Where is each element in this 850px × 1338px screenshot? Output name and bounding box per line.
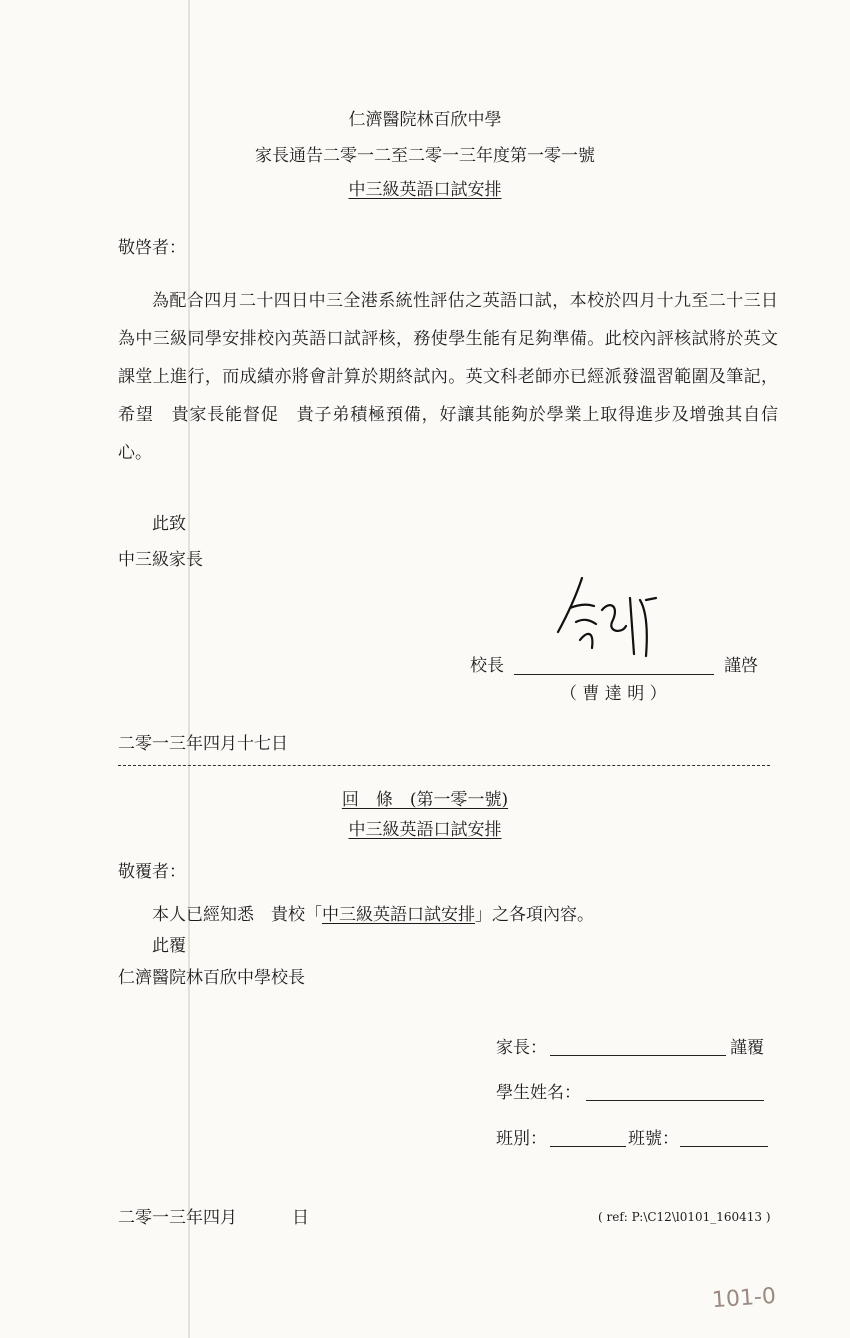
salutation: 敬啓者： <box>118 238 186 258</box>
reply-salutation: 敬覆者： <box>118 862 186 882</box>
notice-subject: 中三級英語口試安排 <box>348 180 502 200</box>
handwritten-mark: 101-0 <box>711 1283 777 1314</box>
notice-number: 家長通告二零一二至二零一三年度第一零一號 <box>255 146 595 166</box>
tear-off-line <box>118 765 770 766</box>
reply-slip-title: 回 條 (第一零一號) <box>341 790 509 810</box>
ack-subject: 中三級英語口試安排 <box>322 905 475 925</box>
letter-body: 為配合四月二十四日中三全港系統性評估之英語口試，本校於四月十九至二十三日為中三級同學安排校內英語口試評核，務使學生能有足夠準備。此校內評核試將於英文課堂上進行，而成績亦將會計算於期終試內。英文科老師亦已經派發溫習範圍及筆記，希望 貴家長能督促 貴子弟積極預備，好讓其能夠於學業上取得進步及增強其自信心。 <box>118 291 778 463</box>
principal-signature <box>550 570 690 670</box>
reply-date-day: 日 <box>292 1208 309 1228</box>
school-name: 仁濟醫院林百欣中學 <box>348 110 502 130</box>
principal-sign-line <box>514 674 714 675</box>
ack-suffix: 」之各項內容。 <box>475 905 594 925</box>
reply-addressee: 仁濟醫院林百欣中學校長 <box>118 968 305 988</box>
ack-prefix: 本人已經知悉 貴校「 <box>152 905 322 925</box>
class-field[interactable] <box>550 1146 626 1147</box>
reply-acknowledgement <box>152 903 594 927</box>
reference-code: ( ref: P:\C12\l0101_160413 ) <box>598 1210 771 1224</box>
class-number-field[interactable] <box>680 1146 768 1147</box>
reply-closing: 此覆 <box>152 936 186 956</box>
parent-signature-field[interactable] <box>550 1055 726 1056</box>
addressee: 中三級家長 <box>118 550 203 570</box>
reply-date: 二零一三年四月 <box>118 1208 237 1228</box>
principal-label: 校長 <box>470 656 504 676</box>
closing-phrase: 此致 <box>152 514 186 534</box>
reply-slip-subject: 中三級英語口試安排 <box>348 820 502 840</box>
student-name-label: 學生姓名： <box>496 1083 581 1103</box>
letter-date: 二零一三年四月十七日 <box>118 734 288 754</box>
class-number-label: 班號： <box>628 1129 679 1149</box>
parent-label: 家長： <box>496 1038 547 1058</box>
student-name-field[interactable] <box>586 1100 764 1101</box>
principal-sign-suffix: 謹啓 <box>724 656 758 676</box>
parent-sign-suffix: 謹覆 <box>730 1038 764 1058</box>
class-label: 班別： <box>496 1129 547 1149</box>
principal-name: （ 曹 達 明 ） <box>560 684 667 704</box>
